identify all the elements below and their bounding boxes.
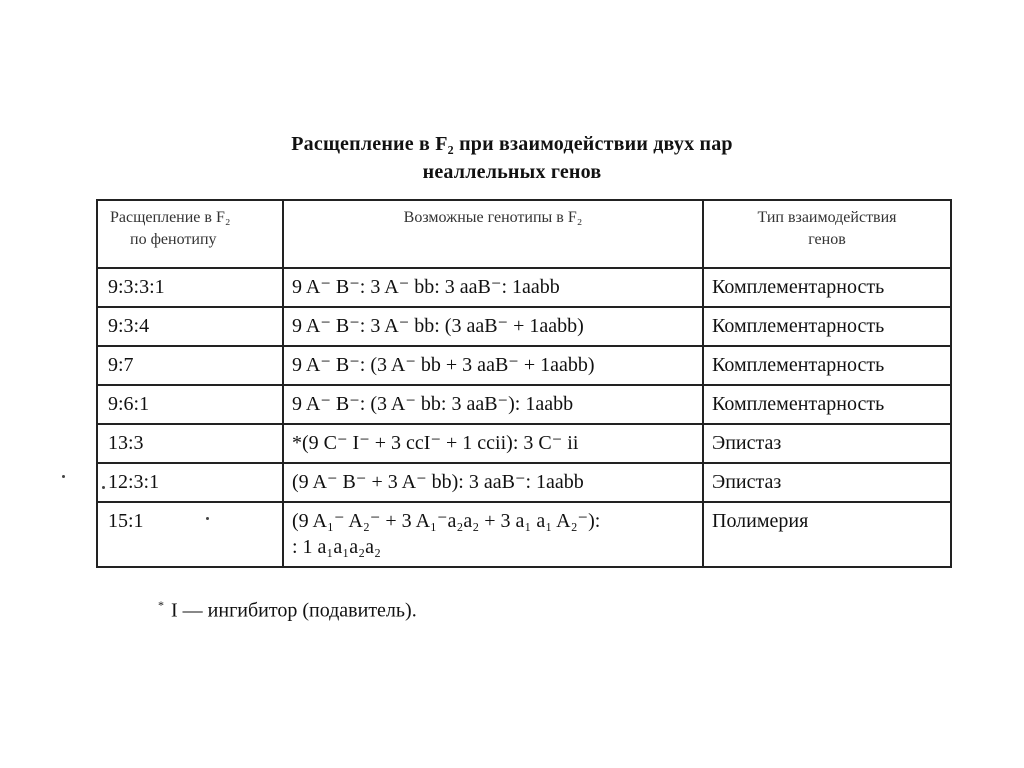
ratio-cell: 9:7 [97, 346, 283, 385]
table-row [97, 424, 951, 463]
table-row [97, 346, 951, 385]
interaction-type-cell: Комплементарность [703, 268, 951, 307]
scan-speck [62, 475, 65, 478]
genotypes-cell: 9 A⁻ B⁻: 3 A⁻ bb: 3 aaB⁻: 1aabb [283, 268, 703, 307]
table-title-line2: неаллельных генов [422, 161, 602, 183]
table-title [0, 130, 1024, 186]
header-interaction-type-line1: Тип взаимодействия [757, 209, 897, 226]
header-interaction-type-line2: генов [808, 231, 846, 248]
genotypes-cell: 9 A⁻ B⁻: (3 A⁻ bb + 3 aaB⁻ + 1aabb) [283, 346, 703, 385]
interaction-type-cell: Эпистаз [703, 463, 951, 502]
interaction-type-cell: Комплементарность [703, 385, 951, 424]
table-header-row [97, 200, 951, 268]
table-row [97, 385, 951, 424]
footnote-mark: * [158, 598, 164, 612]
ratio-cell: 12:3:1 [97, 463, 283, 502]
segregation-table [96, 199, 952, 568]
interaction-type-cell: Эпистаз [703, 424, 951, 463]
header-phenotype-ratio-line1: Расщепление в F₂ [110, 209, 231, 226]
scan-speck [102, 486, 105, 489]
header-genotypes-line1: Возможные генотипы в F₂ [403, 209, 583, 226]
genotypes-cell: 9 A⁻ B⁻: 3 A⁻ bb: (3 aaB⁻ + 1aabb) [283, 307, 703, 346]
header-interaction-type [703, 200, 951, 268]
table-row [97, 307, 951, 346]
interaction-type-cell: Комплементарность [703, 346, 951, 385]
genotypes-cell-line2: : 1 a₁a₁a₂a₂ [292, 536, 381, 558]
interaction-type-cell: Полимерия [703, 502, 951, 567]
header-phenotype-ratio [97, 200, 283, 268]
genotypes-cell-line1: (9 A₁⁻ A₂⁻ + 3 A₁⁻a₂a₂ + 3 a₁ a₁ A₂⁻): [292, 510, 601, 532]
header-genotypes [283, 200, 703, 268]
table-row [97, 502, 951, 567]
ratio-cell: 15:1 [97, 502, 283, 567]
header-phenotype-ratio-line2: по фенотипу [130, 231, 217, 248]
genotypes-cell: *(9 C⁻ I⁻ + 3 ccI⁻ + 1 ccii): 3 C⁻ ii [283, 424, 703, 463]
genotypes-cell: 9 A⁻ B⁻: (3 A⁻ bb: 3 aaB⁻): 1aabb [283, 385, 703, 424]
footnote [158, 592, 417, 624]
footnote-text: I — ингибитор (подавитель). [171, 599, 417, 622]
ratio-cell: 9:6:1 [97, 385, 283, 424]
table-row [97, 463, 951, 502]
interaction-type-cell: Комплементарность [703, 307, 951, 346]
table-title-line1: Расщепление в F₂ при взаимодействии двух пар [291, 133, 733, 155]
genotypes-cell [283, 502, 703, 567]
ratio-cell: 9:3:4 [97, 307, 283, 346]
genotypes-cell: (9 A⁻ B⁻ + 3 A⁻ bb): 3 aaB⁻: 1aabb [283, 463, 703, 502]
table-row [97, 268, 951, 307]
ratio-cell: 9:3:3:1 [97, 268, 283, 307]
scan-speck [206, 517, 209, 520]
ratio-cell: 13:3 [97, 424, 283, 463]
